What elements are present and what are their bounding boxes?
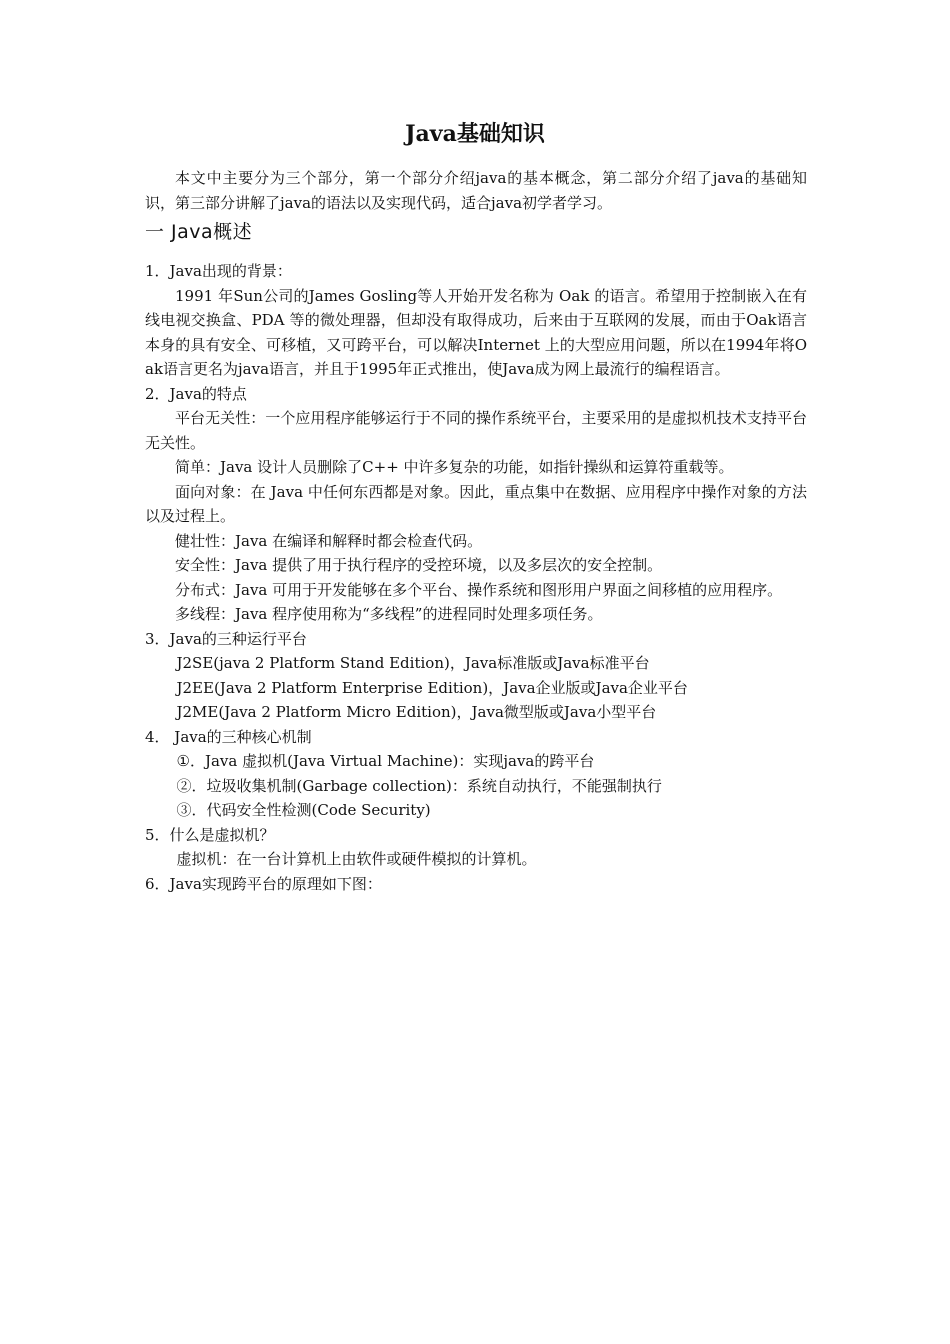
feature-platform-independence: 平台无关性：一个应用程序能够运行于不同的操作系统平台，主要采用的是虚拟机技术支持平台无关性。 [145, 409, 807, 452]
mechanism-jvm: ①．Java 虚拟机(Java Virtual Machine)：实现java的跨平台 [176, 752, 595, 770]
item-6-label: 6．Java实现跨平台的原理如下图： [145, 874, 382, 893]
feature-object-oriented: 面向对象：在 Java 中任何东西都是对象。因此，重点集中在数据、应用程序中操作对象的方法以及过程上。 [145, 482, 807, 525]
mechanism-garbage-collection: ②．垃圾收集机制(Garbage collection)：系统自动执行，不能强制执行 [176, 776, 662, 795]
platform-j2se: J2SE(java 2 Platform Stand Edition)，Java标准版或Java标准平台 [176, 654, 650, 672]
section-heading-java-overview: 一 Java概述 [145, 221, 253, 243]
item-5-paragraph: 虚拟机：在一台计算机上由软件或硬件模拟的计算机。 [176, 850, 537, 868]
feature-multithreading: 多线程：Java 程序使用称为“多线程”的进程同时处理多项任务。 [175, 605, 603, 623]
feature-security: 安全性：Java 提供了用于执行程序的受控环境，以及多层次的安全控制。 [175, 556, 663, 574]
item-5-label: 5．什么是虚拟机？ [145, 825, 275, 844]
feature-robustness: 健壮性：Java 在编译和解释时都会检查代码。 [175, 531, 483, 550]
document-body [145, 166, 807, 896]
item-3-label: 3．Java的三种运行平台 [145, 629, 307, 648]
item-1-paragraph: 1991 年Sun公司的James Gosling等人开始开发名称为 Oak 的语言。希望用于控制嵌入在有线电视交换盒、PDA 等的微处理器，但却没有取得成功，后来由于互联网的发展，而由于Oak语言本身的具有安全、可移植，又可跨平台，可以解决Internet 上的大型应用问题，所以在1994年将Oak语言更名为java语言，并且于1995年正式推出，使Java成为网上最流行的编程语言。 [145, 286, 807, 378]
item-1-label: 1．Java出现的背景： [145, 262, 292, 280]
intro-paragraph: 本文中主要分为三个部分，第一个部分介绍java的基本概念，第二部分介绍了java的基础知识，第三部分讲解了java的语法以及实现代码，适合java初学者学习。 [145, 169, 807, 212]
platform-j2me: J2ME(Java 2 Platform Micro Edition)，Java微型版或Java小型平台 [176, 703, 657, 721]
document-title: Java基础知识 [405, 121, 545, 147]
item-2-label: 2．Java的特点 [145, 384, 247, 403]
mechanism-code-security: ③．代码安全性检测(Code Security) [176, 801, 431, 819]
feature-distributed: 分布式：Java 可用于开发能够在多个平台、操作系统和图形用户界面之间移植的应用程序。 [175, 580, 783, 599]
platform-j2ee: J2EE(Java 2 Platform Enterprise Edition)，Java企业版或Java企业平台 [176, 678, 688, 697]
feature-simple: 简单：Java 设计人员删除了C++ 中许多复杂的功能，如指针操纵和运算符重载等。 [175, 458, 734, 476]
item-4-label: 4． Java的三种核心机制 [145, 727, 312, 746]
